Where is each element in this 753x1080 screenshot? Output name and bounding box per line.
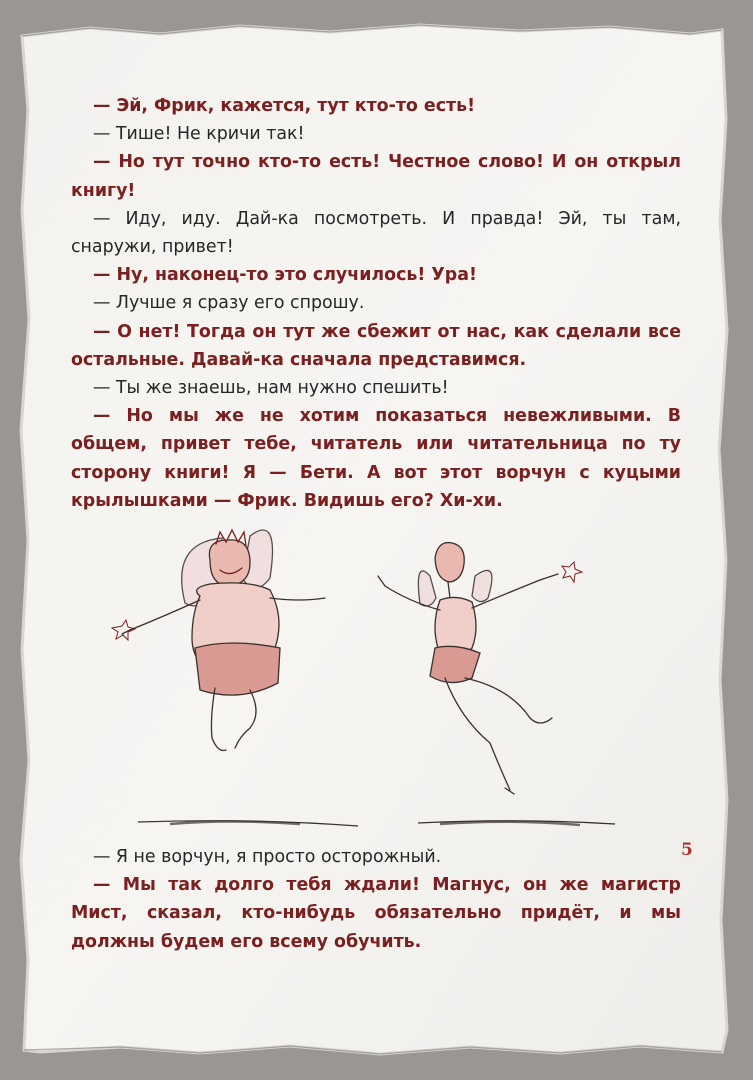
page-number: 5 xyxy=(681,840,693,860)
paragraph: — Ну, наконец-то это случилось! Ура! xyxy=(93,265,477,286)
paragraph: — Ты же знаешь, нам нужно спешить! xyxy=(93,378,449,399)
fairy-beti xyxy=(112,530,325,751)
paragraph: — Эй, Фрик, кажется, тут кто-то есть! xyxy=(93,96,476,116)
ground-line-left-hatch xyxy=(170,822,300,825)
paragraph: — Иду, иду. Дай-ка посмотреть. И правда! Эй, ты там, снаружи, привет! xyxy=(71,208,681,258)
paragraph: — Но тут точно кто-то есть! Честное слово! И он открыл книгу! xyxy=(71,152,681,201)
paragraph: — Тише! Не кричи так! xyxy=(93,124,305,145)
fairies-illustration xyxy=(100,518,620,833)
paragraph: — Мы так долго тебя ждали! Магнус, он же магистр Мист, сказал, кто-нибудь обязательно придёт, и мы должны будем его всему обучить. xyxy=(71,875,681,952)
fairy-frik xyxy=(378,543,582,794)
paragraph: — Лучше я сразу его спрошу. xyxy=(93,293,365,314)
paragraph: — Но мы же не хотим показаться невежливыми. В общем, привет тебе, читатель или читательница по ту сторону книги! Я — Бети. А вот этот ворчун с куцыми крылышками — Фрик. Видишь его? Хи-хи. xyxy=(71,406,681,511)
text-block-bottom xyxy=(71,843,681,956)
paragraph: — О нет! Тогда он тут же сбежит от нас, как сделали все остальные. Давай-ка сначала представимся. xyxy=(71,321,681,370)
ground-line-right-hatch xyxy=(440,822,580,825)
paragraph: — Я не ворчун, я просто осторожный. xyxy=(93,847,442,867)
text-block-top xyxy=(71,92,681,515)
